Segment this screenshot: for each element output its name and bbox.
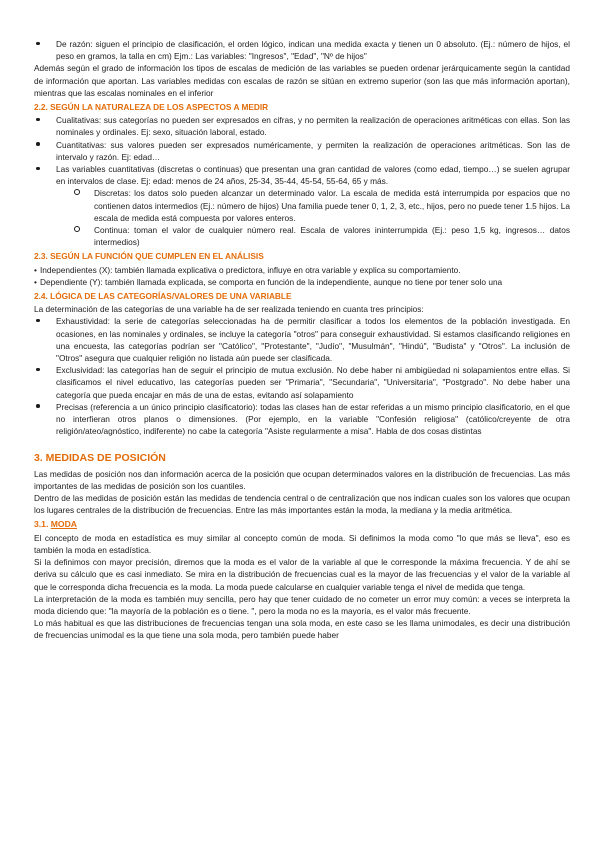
section-heading: 2.3. SEGÚN LA FUNCIÓN QUE CUMPLEN EN EL ANÁLISIS — [34, 251, 264, 262]
bullet-item — [34, 315, 570, 364]
paragraph: Además según el grado de información los tipos de escalas de medición de las variables se pueden ordenar jerárquicamente según la cantidad de información que aportan. Las variables medidas con escalas de razón se sitúan en extremo superior (son las que más información aportan), mientras que las escalas nominales en el inferior — [34, 63, 570, 98]
chapter-heading: 3. MEDIDAS DE POSICIÓN — [34, 451, 166, 464]
bullet-icon — [34, 315, 56, 327]
bullet-icon — [34, 114, 56, 126]
subsection-heading — [34, 518, 570, 530]
bullet-icon — [34, 401, 56, 413]
bullet-item — [34, 364, 570, 401]
item-text: Exhaustividad: la serie de categorías seleccionadas ha de permitir clasificar a todos los elementos de la población investigada. En ocasiones, en las nominales y ordinales, se incluye la categoría "otros" para conseguir exhaustividad. Si estamos clasificando religiones en una encuesta, las categorías podrían ser "Católico", "Protestante", "Judío", "Musulmán", "Hindú", "Budista" y "Otros". La inclusión de "Otros" asegura que cualquier religión no listada aún puede ser clasificada. — [56, 316, 570, 364]
bullet-icon — [34, 38, 56, 50]
item-text: Cuantitativas: sus valores pueden ser expresados numéricamente, y permiten la realización de operaciones aritméticas. Son las de intervalo y razón. Ej: edad… — [56, 139, 570, 162]
item-text: Cualitativas: sus categorías no pueden ser expresados en cifras, y no permiten la realización de operaciones aritméticas con ellas. Son las nominales y ordinales. Ej: sexo, situación laboral, estado. — [56, 115, 570, 138]
paragraph: Las medidas de posición nos dan información acerca de la posición que ocupan determinados valores en la distribución de frecuencias. Las más importantes de las medidas de posición son los cuantiles. — [34, 468, 570, 491]
paragraph: La interpretación de la moda es también muy sencilla, pero hay que tener cuidado de no cometer un error muy común: a veces se interpreta la moda diciendo que: "la mayoría de la población es o tiene. ", pero la moda no es la mayoría, es el valor más frecuente. — [34, 593, 570, 616]
circle-bullet-icon — [72, 187, 94, 199]
paragraph: El concepto de moda en estadística es muy similar al concepto común de moda. Si definimos la moda como "lo que más se lleva", eso es también la moda en estadística. — [34, 532, 570, 555]
bullet-item-razon — [34, 38, 570, 62]
paragraph: La determinación de las categorías de una variable ha de ser realizada teniendo en cuanta tres principios: — [34, 304, 424, 315]
bullet-icon — [34, 364, 56, 376]
item-text: Dependiente (Y): también llamada explicada, se comporta en función de la independiente, aunque no tiene por tener solo una — [40, 276, 503, 287]
bullet-item — [34, 264, 570, 276]
section-heading: 2.4. LÓGICA DE LAS CATEGORÍAS/VALORES DE UNA VARIABLE — [34, 291, 292, 302]
bullet-item — [34, 163, 570, 187]
paragraph: Lo más habitual es que las distribuciones de frecuencias tengan una sola moda, en este caso se les llama unimodales, es decir una distribución de frecuencias unimodal es la que tiene una sola moda, pero también puede haber — [34, 618, 570, 641]
bullet-icon: • — [34, 276, 37, 287]
heading-number: 3.1. — [34, 518, 49, 529]
section-heading: 2.2. SEGÚN LA NATURALEZA DE LOS ASPECTOS A MEDIR — [34, 102, 269, 113]
bullet-item — [34, 114, 570, 138]
sub-bullet-item — [72, 187, 570, 224]
bullet-icon: • — [34, 264, 37, 275]
bullet-icon — [34, 163, 56, 175]
bullet-item — [34, 139, 570, 163]
bullet-icon — [34, 139, 56, 151]
bullet-item — [34, 401, 570, 438]
paragraph: Si la definimos con mayor precisión, diremos que la moda es el valor de la variable al que le corresponde la máxima frecuencia. Y de ahí se deriva su cálculo que es casi inmediato. Se mira en la distribución de frecuencias cual es la mayor de las frecuencias y el valor de la variable al que le corresponda dicha frecuencia es la moda. La moda puede calcularse en cualquier variable tenga el nivel de medida que tenga. — [34, 557, 570, 592]
item-text: Discretas: los datos solo pueden alcanzar un determinado valor. La escala de medida está interrumpida por espacios que no contienen datos intermedios (Ej.: número de hijos) Una familia puede tener 0, 1, 2, 3, etc., hijos, pero no puede tener 1.5 hijos. La escala de medida está compuesta por valores enteros. — [94, 188, 570, 223]
item-text: De razón: siguen el principio de clasificación, el orden lógico, indican una medida exacta y tienen un 0 absoluto. (Ej.: número de hijos, el peso en gramos, la talla en cm) Ejm.: Las variables: "Ingresos", "Edad", "Nº de hijos" — [56, 39, 570, 62]
item-text: Independientes (X): también llamada explicativa o predictora, influye en otra variable y explica su comportamiento. — [40, 264, 461, 275]
heading-title: MODA — [50, 518, 77, 529]
item-text: Exclusividad: las categorías han de seguir el principio de mutua exclusión. No debe haber ni ambigüedad ni solapamientos entre ellas. Si clasificamos el nivel educativo, las categorías pueden ser "Primaria", "Secundaria", "Universitaria", "Postgrado". No debe haber una categoría que pueda encajar en más de una de estas, evitando así solapamiento — [56, 365, 570, 400]
item-text: Continua: toman el valor de cualquier número real. Escala de valores ininterrumpida (Ej.: peso 1,5 kg, ingresos… datos intermedios) — [94, 225, 570, 248]
sub-bullet-item — [72, 224, 570, 248]
item-text: Las variables cuantitativas (discretas o continuas) que presentan una gran cantidad de valores (como edad, tiempo…) se suelen agrupar en intervalos de clase. Ej: edad: menos de 24 años, 25-34, 35-44, 45-54, 55-64, 65 y más. — [56, 164, 570, 187]
paragraph: Dentro de las medidas de posición están las medidas de tendencia central o de centralización que nos indican cuales son los valores que ocupan los lugares centrales de la distribución de frecuencias. Entre las más importantes están la moda, la mediana y la media aritmética. — [34, 493, 570, 516]
circle-bullet-icon — [72, 224, 94, 236]
bullet-item — [34, 276, 570, 288]
item-text: Precisas (referencia a un único principio clasificatorio): todas las clases han de estar referidas a un mismo principio clasificatorio, en el que no interfieran otros planos o dimensiones. (Por ejemplo, en la variable "Confesión religiosa" (católico/creyente de otra religión/ateo/agnóstico, indiferente) no cabe la categoría "Asiste regularmente a misa". Habla de dos cosas distintas — [56, 401, 570, 437]
